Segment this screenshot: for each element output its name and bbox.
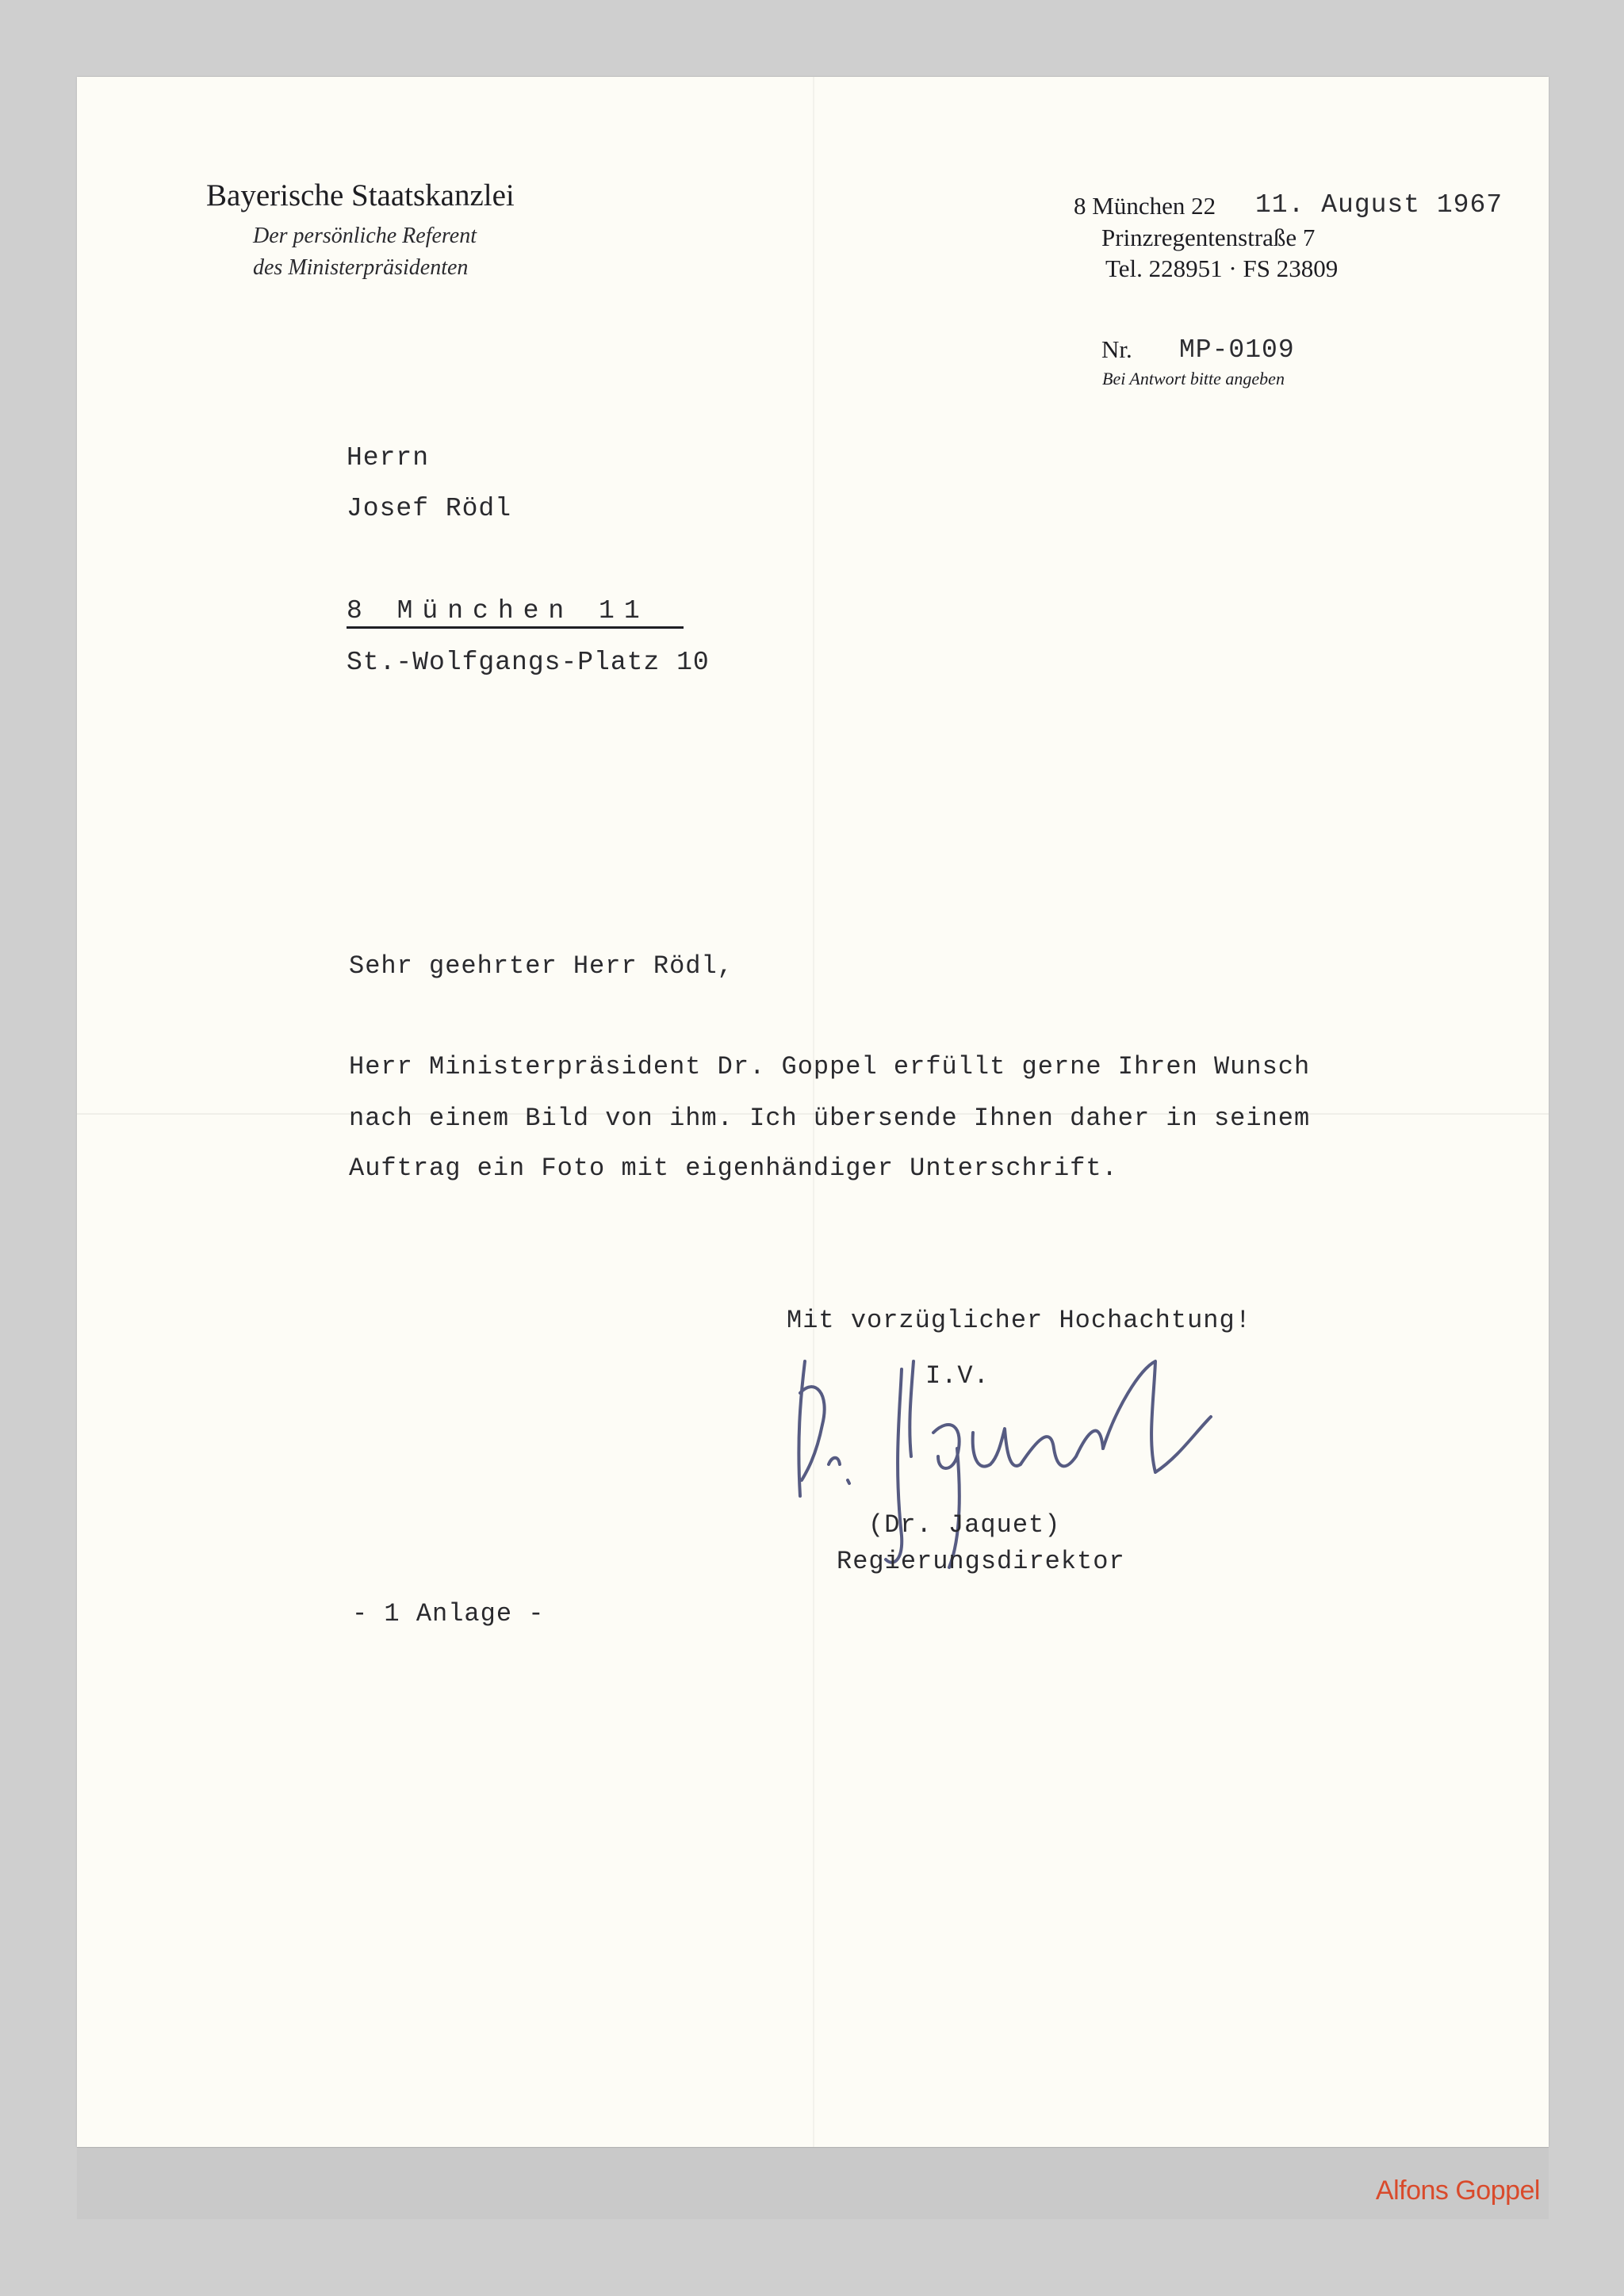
sender-phone: Tel. 228951 · FS 23809: [1105, 254, 1339, 282]
reference-label: Nr.: [1101, 335, 1132, 363]
letter-date: 11. August 1967: [1255, 190, 1503, 220]
recipient-salutation-line: Herrn: [347, 443, 430, 473]
caption-label: Alfons Goppel: [1375, 2175, 1540, 2206]
letter-paper: [77, 77, 1549, 2147]
greeting: Sehr geehrter Herr Rödl,: [349, 951, 733, 981]
body-line-1: Herr Ministerpräsident Dr. Goppel erfüllt gerne Ihren Wunsch: [349, 1052, 1311, 1081]
institution-name: Bayerische Staatskanzlei: [206, 178, 515, 212]
recipient-street: St.-Wolfgangs-Platz 10: [347, 648, 710, 677]
letterhead-subtitle-1: Der persönliche Referent: [253, 224, 477, 248]
reference-number: MP-0109: [1179, 335, 1295, 365]
closing-phrase: Mit vorzüglicher Hochachtung!: [787, 1306, 1251, 1335]
frame-bottom-strip: [77, 2147, 1549, 2219]
body-line-2: nach einem Bild von ihm. Ich übersende Ihnen daher in seinem: [349, 1104, 1311, 1133]
sender-city: 8 München 22: [1074, 192, 1216, 220]
recipient-city-underline: [347, 626, 684, 629]
body-line-3: Auftrag ein Foto mit eigenhändiger Unterschrift.: [349, 1154, 1118, 1183]
signer-title: Regierungsdirektor: [837, 1547, 1125, 1576]
reference-note: Bei Antwort bitte angeben: [1102, 369, 1285, 388]
enclosure-note: - 1 Anlage -: [352, 1599, 545, 1628]
letterhead-subtitle-2: des Ministerpräsidenten: [253, 255, 469, 280]
recipient-city: 8 München 11: [347, 596, 649, 626]
iv-abbreviation: I.V.: [925, 1361, 990, 1391]
signer-name: (Dr. Jaquet): [868, 1510, 1061, 1540]
recipient-name: Josef Rödl: [347, 494, 512, 523]
sender-street: Prinzregentenstraße 7: [1101, 224, 1316, 251]
